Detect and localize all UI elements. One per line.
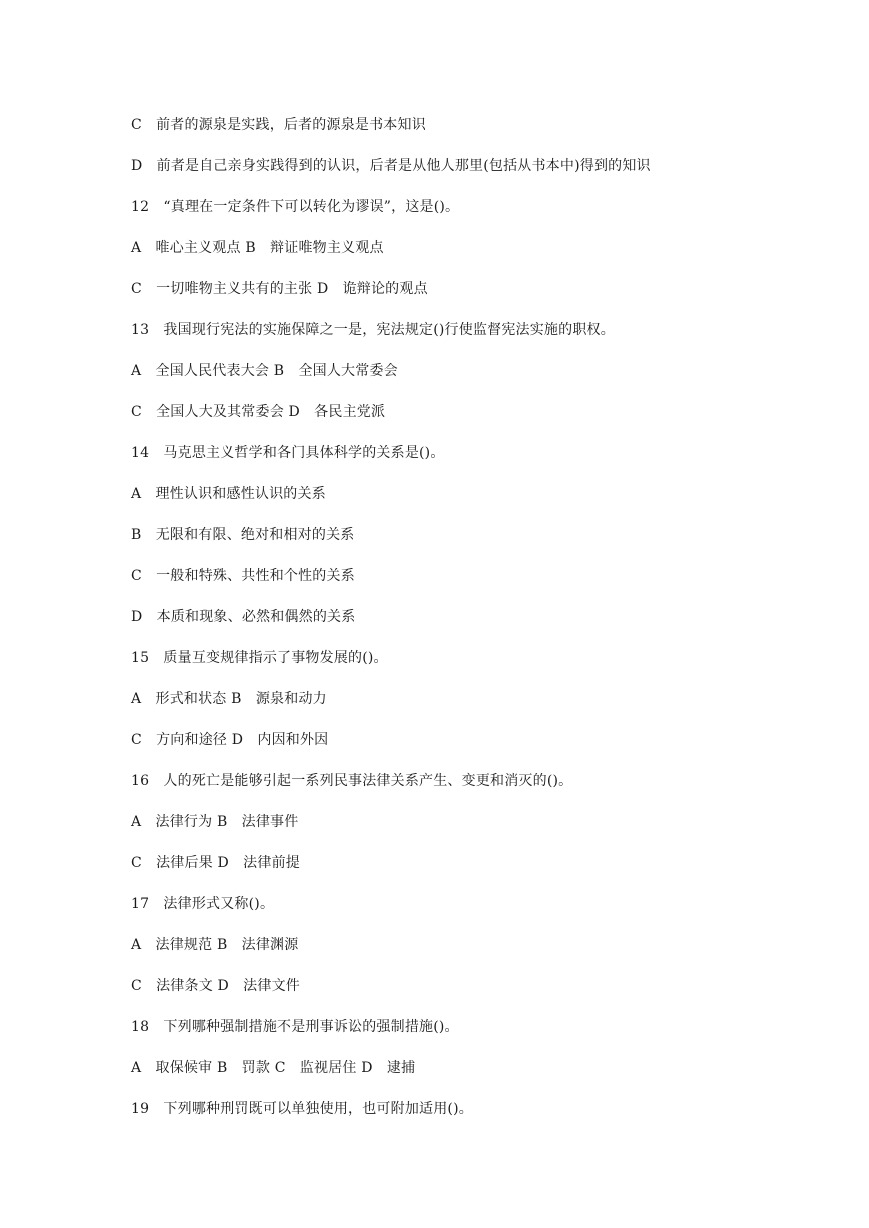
q14-option-a: A 理性认识和感性认识的关系 <box>131 486 326 502</box>
q14-option-d: D 本质和现象、必然和偶然的关系 <box>131 609 356 625</box>
q13-options-ab: A 全国人民代表大会 B 全国人大常委会 <box>131 363 398 379</box>
q18-options: A 取保候审 B 罚款 C 监视居住 D 逮捕 <box>131 1060 416 1076</box>
question-16: 16 人的死亡是能够引起一系列民事法律关系产生、变更和消灭的()。 <box>131 773 573 789</box>
question-18: 18 下列哪种强制措施不是刑事诉讼的强制措施()。 <box>131 1019 459 1035</box>
q17-options-cd: C 法律条文 D 法律文件 <box>131 978 300 994</box>
question-12: 12 “真理在一定条件下可以转化为谬误”，这是()。 <box>131 199 460 215</box>
question-15: 15 质量互变规律指示了事物发展的()。 <box>131 650 388 666</box>
document-body <box>131 115 831 1140</box>
question-13: 13 我国现行宪法的实施保障之一是，宪法规定()行使监督宪法实施的职权。 <box>131 322 615 338</box>
q14-option-c: C 一般和特殊、共性和个性的关系 <box>131 568 355 584</box>
q14-option-b: B 无限和有限、绝对和相对的关系 <box>131 527 355 543</box>
question-14: 14 马克思主义哲学和各门具体科学的关系是()。 <box>131 445 445 461</box>
q17-options-ab: A 法律规范 B 法律渊源 <box>131 937 299 953</box>
q16-options-ab: A 法律行为 B 法律事件 <box>131 814 299 830</box>
question-17: 17 法律形式又称()。 <box>131 896 275 912</box>
q15-options-cd: C 方向和途径 D 内因和外因 <box>131 732 329 748</box>
option-d-line: D 前者是自己亲身实践得到的认识，后者是从他人那里(包括从书本中)得到的知识 <box>131 158 651 174</box>
q12-options-ab: A 唯心主义观点 B 辩证唯物主义观点 <box>131 240 384 256</box>
q15-options-ab: A 形式和状态 B 源泉和动力 <box>131 691 327 707</box>
q13-options-cd: C 全国人大及其常委会 D 各民主党派 <box>131 404 386 420</box>
q16-options-cd: C 法律后果 D 法律前提 <box>131 855 300 871</box>
question-19: 19 下列哪种刑罚既可以单独使用，也可附加适用()。 <box>131 1101 473 1117</box>
option-c-line: C 前者的源泉是实践，后者的源泉是书本知识 <box>131 117 426 133</box>
q12-options-cd: C 一切唯物主义共有的主张 D 诡辩论的观点 <box>131 281 428 297</box>
